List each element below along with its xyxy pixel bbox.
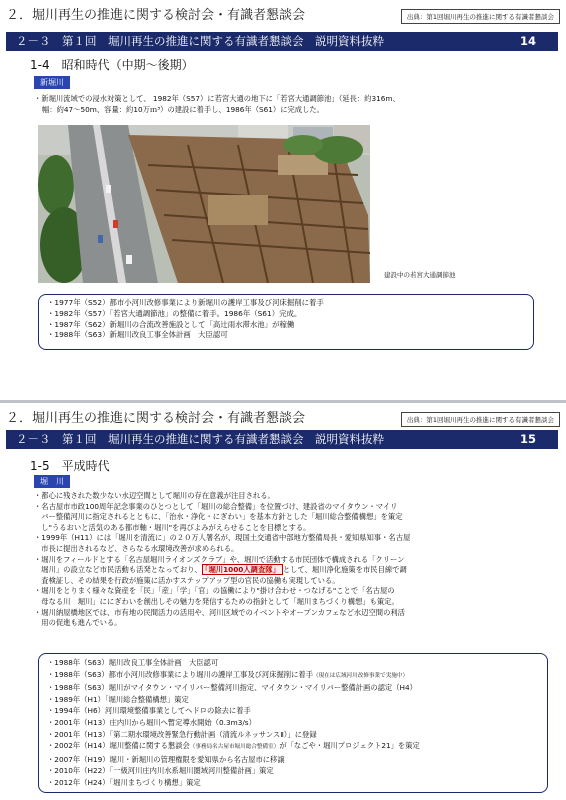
description-line: バー整備河川に指定されるとともに、「治水・浄化・にぎわい」を基本方針とした「堀川総合整備構想」を策定 <box>34 512 403 522</box>
title-band <box>6 430 558 449</box>
summary-item: ・1994年（H6）河川環境整備事業としてヘドロの除去に着手 <box>47 706 251 716</box>
summary-item <box>47 740 539 754</box>
page-number: 14 <box>519 34 536 48</box>
description-line: ・堀川をフィールドとする「名古屋堀川ライオンズクラブ」や、堀川で活動する市民団体で構成される「クリーン <box>34 554 405 564</box>
text-span: として、堀川浄化施策を市民目線で調 <box>282 565 407 575</box>
slide-15 <box>0 403 566 800</box>
description-line: ・新堀川流域での浸水対策として、 1982年（S57）に若宮大通の地下に「若宮大通調節池」（延長：約316m、 <box>34 94 400 103</box>
summary-item: ・1982年（S57）「若宮大通調節池」の整備に着手。1986年（S61）完成。 <box>47 308 302 318</box>
description-line: ・堀川納屋橋地区では、市有地の民間活力の活用や、河川区域でのイベントやオープンカフェなど水辺空間の利活 <box>34 607 405 617</box>
description-line: 用の促進も進んでいる。 <box>34 618 122 628</box>
description-line-highlight <box>34 565 558 576</box>
summary-item: ・2001年（H13）庄内川から堀川へ暫定導水開始（0.3m3/s） <box>47 717 256 727</box>
description-line: ・堀川をとりまく様々な資産を「民」「産」「学」「官」の協働により"掛け合わせ・つなげる"ことで「名古屋の <box>34 586 395 596</box>
text-span: （事務局名古屋市堀川総合整備室） <box>189 744 280 751</box>
page-number: 15 <box>519 432 536 446</box>
construction-photo <box>38 125 370 283</box>
description-line: ・名古屋市市政100周年記念事業のひとつとして「堀川の総合整備」を位置づけ、建設省のマイタウン・マイリ <box>34 501 398 511</box>
summary-item: ・1988年（S63）堀川改良工事全体計画 大臣認可 <box>47 658 219 667</box>
description <box>34 491 558 629</box>
summary-item: ・2012年（H24）「堀川まちづくり構想」策定 <box>47 777 201 787</box>
source-note: 出典：第1回堀川再生の推進に関する有識者懇談会 <box>401 412 560 427</box>
summary-box <box>38 653 548 793</box>
band-title: ２－３ 第１回 堀川再生の推進に関する有識者懇談会 説明資料抜粋 <box>16 432 384 446</box>
subheading: 1-4 昭和時代（中期～後期） <box>30 58 194 72</box>
summary-box <box>38 294 534 350</box>
description-line: し"うるおいと活気のある都市軸・堀川"を再びよみがえらせることを目標とする。 <box>34 522 311 532</box>
summary-item: ・1988年（S63）新堀川改良工事全体計画 大臣認可 <box>47 330 228 340</box>
summary-item: ・2010年（H22）「一級河川庄内川水系堀川圏域河川整備計画」策定 <box>47 766 274 776</box>
description <box>34 94 554 115</box>
summary-item: ・1988年（S63）堀川がマイタウン・マイリバー整備河川指定、マイタウン・マイリバー整備計画の認定（H4） <box>47 683 417 693</box>
summary-item: ・1989年（H1）「堀川総合整備構想」策定 <box>47 694 189 704</box>
construction-photo-image <box>38 125 370 283</box>
highlight-badge: 「堀川1000人調査隊」 <box>202 564 283 575</box>
text-span: ・1988年（S63）都市小河川改修事業により堀川の護岸工事及び河床掘削に着手 <box>47 669 313 679</box>
band-title: ２－３ 第１回 堀川再生の推進に関する有識者懇談会 説明資料抜粋 <box>16 34 384 48</box>
description-line: 母なる川 堀川」ににぎわいを創出しその魅力を発信するための指針として「堀川まちづくり構想」も策定。 <box>34 596 399 606</box>
summary-item: ・1987年（S62）新堀川の合流改善施設として「高辻雨水滞水池」が稼働 <box>47 319 295 329</box>
subheading: 1-5 平成時代 <box>30 459 110 473</box>
text-span: （現在は広域河川改修事業で実施中） <box>312 672 409 679</box>
topic-tag: 堀 川 <box>34 475 70 488</box>
text-span: が「なごや・堀川プロジェクト21」を策定 <box>279 741 420 751</box>
description-line: ・1999年（H11）には「堀川を清流に」の２０万人署名が、現国土交通省中部地方整備局長・愛知県知事・名古屋 <box>34 533 411 543</box>
text-span: ・2002年（H14）堀川整備に関する懇談会 <box>47 741 190 751</box>
description-line: 査検証し、その結果を行政が施策に活かすステップアップ型の官民の協働も実現している。 <box>34 575 340 585</box>
summary-item: ・1977年（S52）都市小河川改修事業により新堀川の護岸工事及び河床掘削に着手 <box>47 298 324 307</box>
summary-item: ・2001年（H13）「第二期水環境改善緊急行動計画（清流ルネッサンスⅡ）」に登録 <box>47 729 317 739</box>
source-note: 出典：第1回堀川再生の推進に関する有識者懇談会 <box>401 9 560 24</box>
description-line: 市長に提出されるなど、さらなる水環境改善が求められる。 <box>34 543 239 553</box>
topic-tag: 新堀川 <box>34 76 70 89</box>
section-title: ２．堀川再生の推進に関する検討会・有識者懇談会 <box>6 8 306 23</box>
text-span: 堀川」の設立など市民活動も活発となっており、 <box>34 565 202 575</box>
section-title: ２．堀川再生の推進に関する検討会・有識者懇談会 <box>6 411 306 426</box>
photo-caption: 建設中の若宮大通調節池 <box>384 271 456 279</box>
summary-item: ・2007年（H19）堀川・新堀川の管理権限を愛知県から名古屋市に移譲 <box>47 754 285 764</box>
title-band <box>6 32 558 51</box>
summary-item <box>47 669 539 683</box>
description-line: ・都心に残された数少ない水辺空間として堀川の存在意義が注目される。 <box>34 491 275 500</box>
description-line: 幅：約47～50m、容量：約10万ｍ³）の建設に着手し、1986年（S61）に完成した。 <box>42 104 324 114</box>
